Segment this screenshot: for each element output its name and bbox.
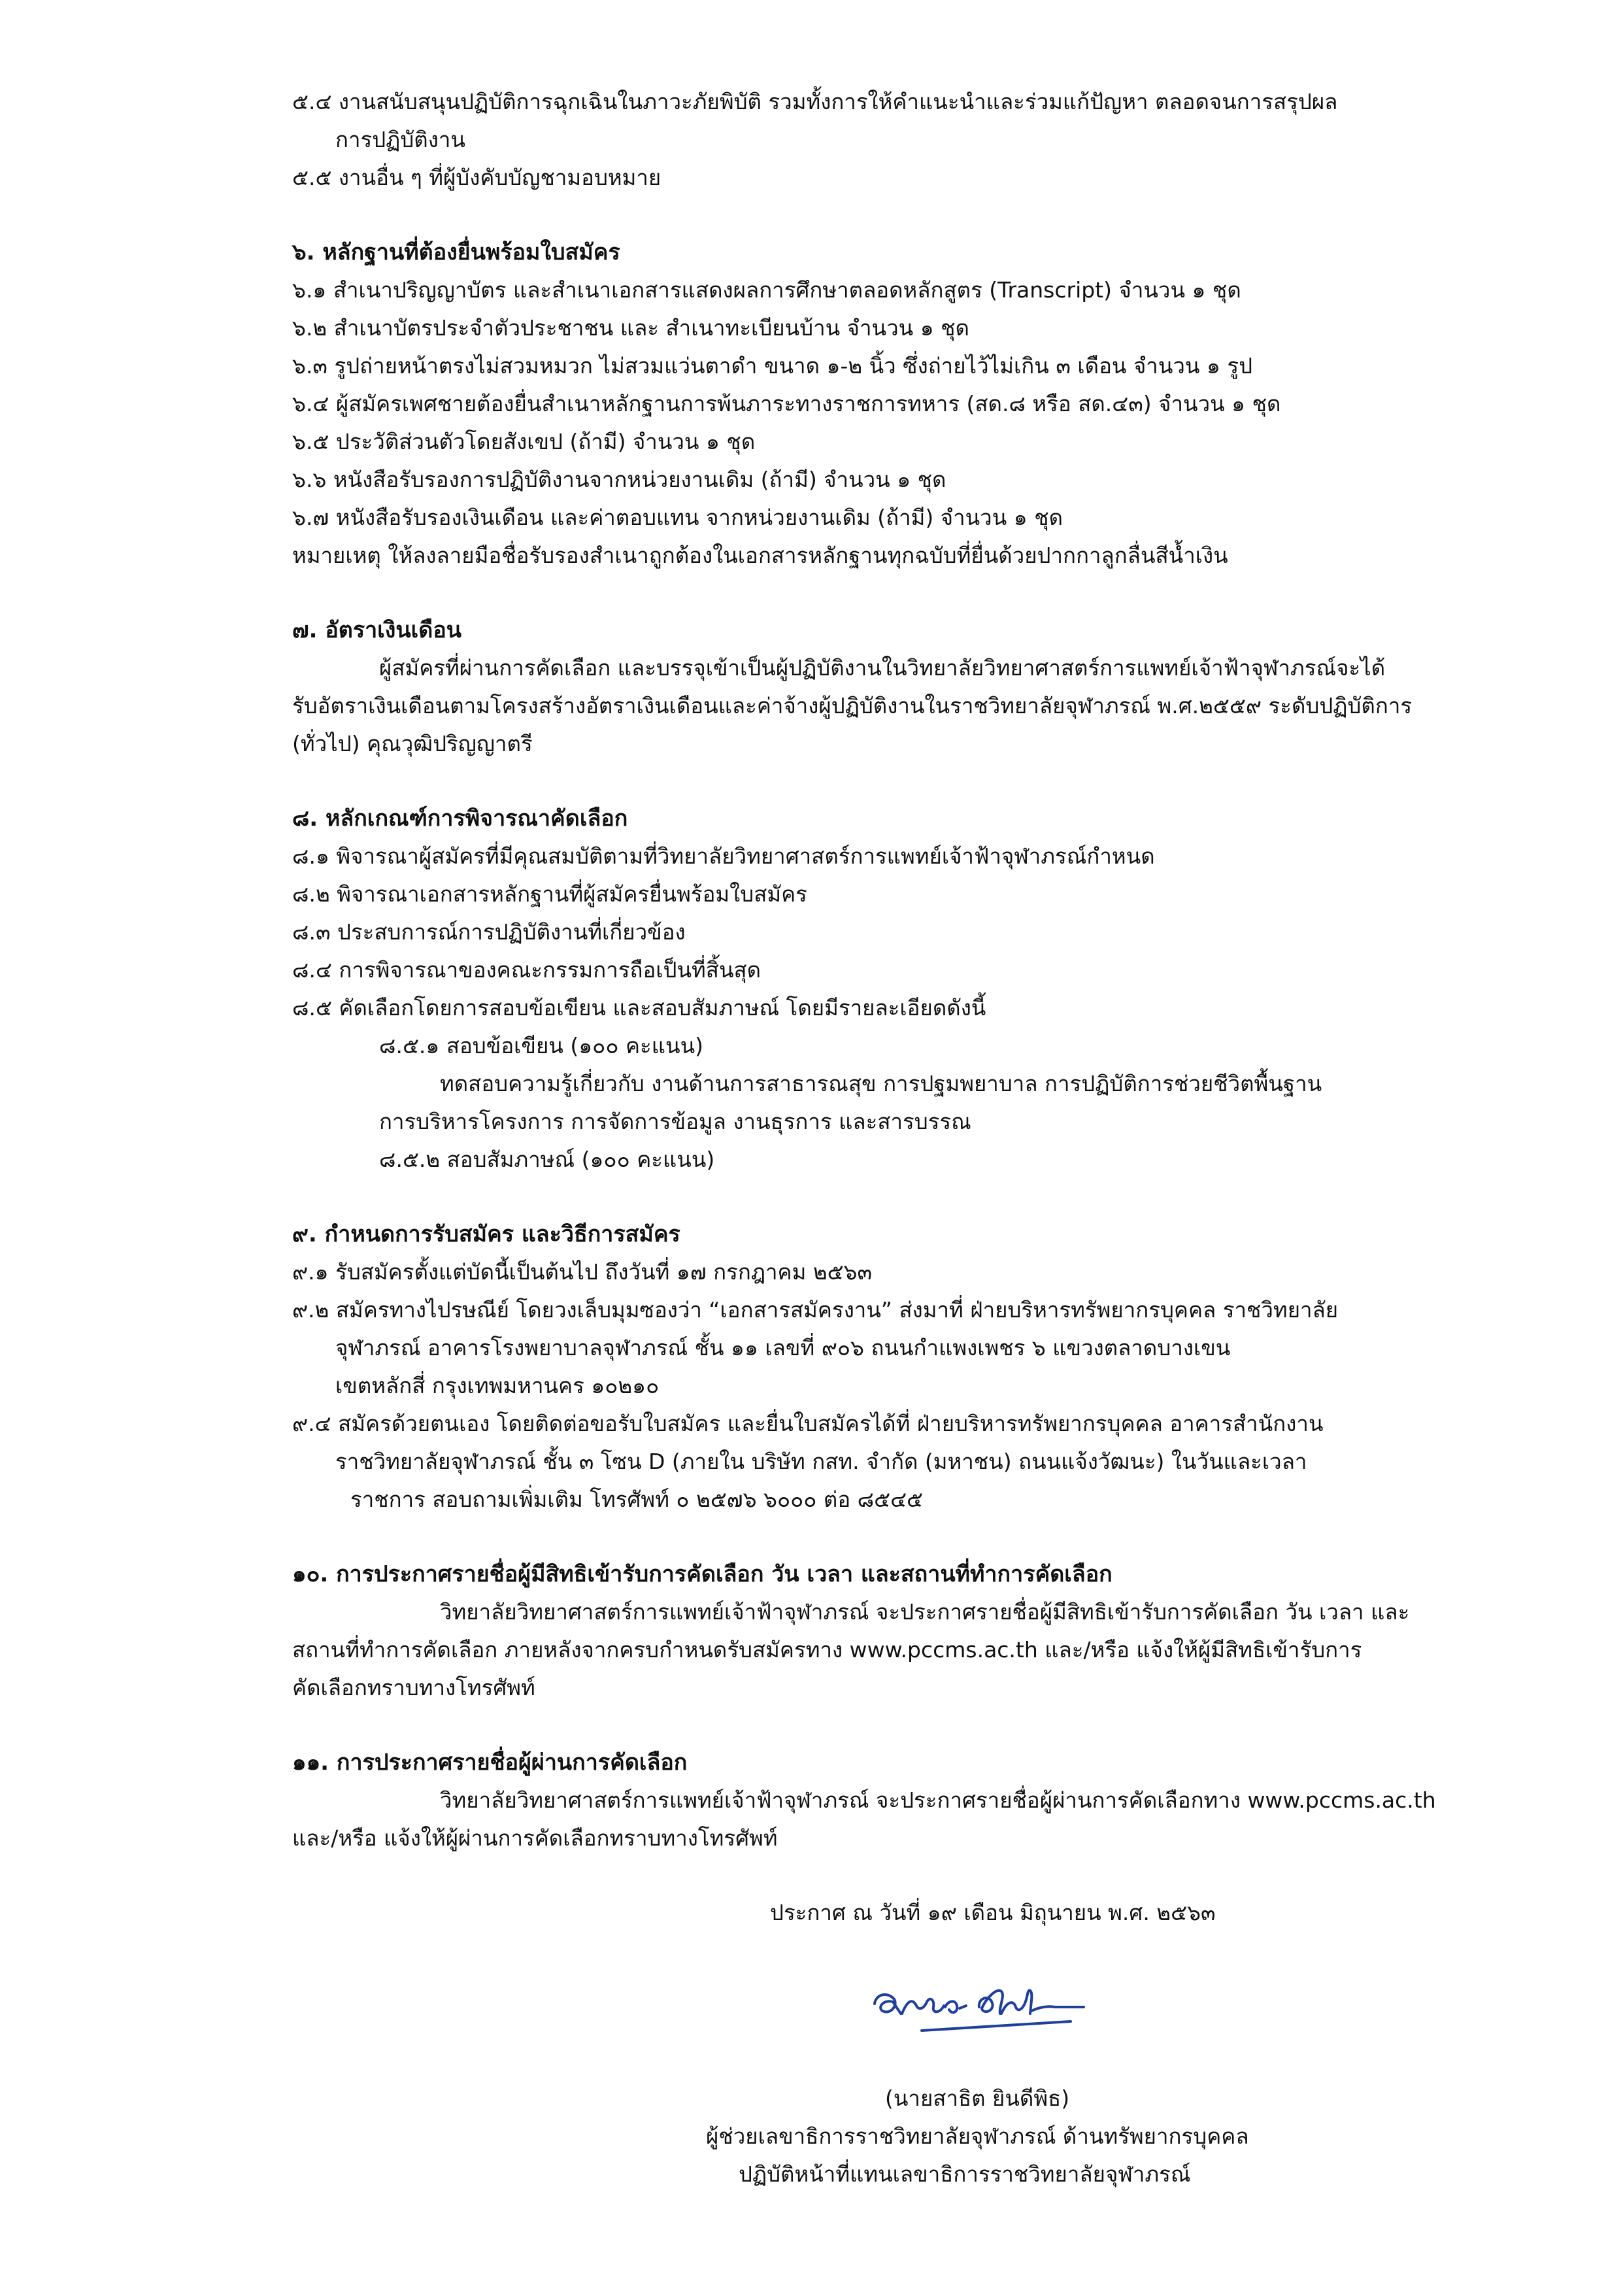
section-9-heading: ๙. กำหนดการรับสมัคร และวิธีการสมัคร	[292, 1221, 680, 1247]
item-9-4-cont1: ราชวิทยาลัยจุฬาภรณ์ ชั้น ๓ โซน D (ภายใน บริษัท กสท. จำกัด (มหาชน) ถนนแจ้งวัฒนะ) ในวันและเวลา	[335, 1449, 1307, 1474]
section-11-heading: ๑๑. การประกาศรายชื่อผู้ผ่านการคัดเลือก	[292, 1749, 688, 1776]
item-9-4-cont2: ราชการ สอบถามเพิ่มเติม โทรศัพท์ ๐ ๒๕๗๖ ๖๐๐๐ ต่อ ๘๕๔๕	[350, 1487, 924, 1512]
item-5-4-cont: การปฏิบัติงาน	[335, 127, 465, 152]
item-6-4: ๖.๔ ผู้สมัครเพศชายต้องยื่นสำเนาหลักฐานการพ้นภาระทางราชการทหาร (สด.๘ หรือ สด.๔๓) จำนวน ๑ ชุด	[292, 391, 1281, 416]
item-8-5-2: ๘.๕.๒ สอบสัมภาษณ์ (๑๐๐ คะแนน)	[379, 1147, 715, 1172]
section-6-note: หมายเหตุ ให้ลงลายมือชื่อรับรองสำเนาถูกต้องในเอกสารหลักฐานทุกฉบับที่ยื่นด้วยปากกาลูกลื่นสีน้ำเงิน	[292, 543, 1228, 568]
item-9-2: ๙.๒ สมัครทางไปรษณีย์ โดยวงเล็บมุมซองว่า “เอกสารสมัครงาน” ส่งมาที่ ฝ่ายบริหารทรัพยากรบุคคล ราชวิทยาลัย	[292, 1297, 1339, 1323]
signatory-position-line1: ผู้ช่วยเลขาธิการราชวิทยาลัยจุฬาภรณ์ ด้านทรัพยากรบุคคล	[706, 2123, 1249, 2149]
signatory-position-line2: ปฏิบัติหน้าที่แทนเลขาธิการราชวิทยาลัยจุฬาภรณ์	[739, 2161, 1191, 2187]
section-10-para-line1: วิทยาลัยวิทยาศาสตร์การแพทย์เจ้าฟ้าจุฬาภรณ์ จะประกาศรายชื่อผู้มีสิทธิเข้ารับการคัดเลือก วัน เวลา และ	[440, 1599, 1410, 1625]
item-6-2: ๖.๒ สำเนาบัตรประจำตัวประชาชน และ สำเนาทะเบียนบ้าน จำนวน ๑ ชุด	[292, 315, 969, 341]
section-6-heading: ๖. หลักฐานที่ต้องยื่นพร้อมใบสมัคร	[292, 239, 620, 265]
item-5-4: ๕.๔ งานสนับสนุนปฏิบัติการฉุกเฉินในภาวะภัยพิบัติ รวมทั้งการให้คำแนะนำและร่วมแก้ปัญหา ตลอดจนการสรุปผล	[292, 89, 1338, 114]
item-6-6: ๖.๖ หนังสือรับรองการปฏิบัติงานจากหน่วยงานเดิม (ถ้ามี) จำนวน ๑ ชุด	[292, 467, 946, 492]
section-10-para-line3: คัดเลือกทราบทางโทรศัพท์	[292, 1675, 535, 1700]
signatory-name: (นายสาธิต ยินดีพิธ)	[885, 2085, 1070, 2111]
item-8-4: ๘.๔ การพิจารณาของคณะกรรมการถือเป็นที่สิ้นสุด	[292, 957, 761, 983]
item-8-5-1-desc-cont: การบริหารโครงการ การจัดการข้อมูล งานธุรการ และสารบรรณ	[379, 1109, 971, 1134]
section-7-para-line1: ผู้สมัครที่ผ่านการคัดเลือก และบรรจุเข้าเป็นผู้ปฏิบัติงานในวิทยาลัยวิทยาศาสตร์การแพทย์เจ้าฟ้าจุฬาภรณ์จะได้	[379, 655, 1386, 681]
item-8-1: ๘.๑ พิจารณาผู้สมัครที่มีคุณสมบัติตามที่วิทยาลัยวิทยาศาสตร์การแพทย์เจ้าฟ้าจุฬาภรณ์กำหนด	[292, 843, 1155, 869]
section-7-para-line2: รับอัตราเงินเดือนตามโครงสร้างอัตราเงินเดือนและค่าจ้างผู้ปฏิบัติงานในราชวิทยาลัยจุฬาภรณ์ พ.ศ.๒๕๕๙ ระดับปฏิบัติการ	[292, 693, 1413, 718]
item-5-5: ๕.๕ งานอื่น ๆ ที่ผู้บังคับบัญชามอบหมาย	[292, 165, 661, 190]
item-8-5-1-desc: ทดสอบความรู้เกี่ยวกับ งานด้านการสาธารณสุข การปฐมพยาบาล การปฏิบัติการช่วยชีวิตพื้นฐาน	[440, 1071, 1322, 1096]
item-6-3: ๖.๓ รูปถ่ายหน้าตรงไม่สวมหมวก ไม่สวมแว่นตาดำ ขนาด ๑-๒ นิ้ว ซึ่งถ่ายไว้ไม่เกิน ๓ เดือน จำนวน ๑ รูป	[292, 353, 1253, 379]
section-7-heading: ๗. อัตราเงินเดือน	[292, 617, 462, 643]
item-6-7: ๖.๗ หนังสือรับรองเงินเดือน และค่าตอบแทน จากหน่วยงานเดิม (ถ้ามี) จำนวน ๑ ชุด	[292, 505, 1063, 530]
item-8-5-1: ๘.๕.๑ สอบข้อเขียน (๑๐๐ คะแนน)	[379, 1033, 704, 1058]
section-10-para-line2: สถานที่ทำการคัดเลือก ภายหลังจากครบกำหนดรับสมัครทาง www.pccms.ac.th และ/หรือ แจ้งให้ผู้มีสิทธิเข้ารับการ	[292, 1637, 1362, 1663]
handwritten-signature	[862, 1968, 1097, 2040]
section-11-para-line2: และ/หรือ แจ้งให้ผู้ผ่านการคัดเลือกทราบทางโทรศัพท์	[292, 1825, 778, 1851]
item-9-2-cont1: จุฬาภรณ์ อาคารโรงพยาบาลจุฬาภรณ์ ชั้น ๑๑ เลขที่ ๙๐๖ ถนนกำแพงเพชร ๖ แขวงตลาดบางเขน	[335, 1335, 1231, 1360]
item-6-5: ๖.๕ ประวัติส่วนตัวโดยสังเขป (ถ้ามี) จำนวน ๑ ชุด	[292, 429, 756, 454]
item-6-1: ๖.๑ สำเนาปริญญาบัตร และสำเนาเอกสารแสดงผลการศึกษาตลอดหลักสูตร (Transcript) จำนวน ๑ ชุด	[292, 277, 1241, 303]
item-9-2-cont2: เขตหลักสี่ กรุงเทพมหานคร ๑๐๒๑๐	[335, 1373, 660, 1398]
item-8-5: ๘.๕ คัดเลือกโดยการสอบข้อเขียน และสอบสัมภาษณ์ โดยมีรายละเอียดดังนี้	[292, 995, 986, 1021]
section-8-heading: ๘. หลักเกณฑ์การพิจารณาคัดเลือก	[292, 805, 628, 832]
item-9-4: ๙.๔ สมัครด้วยตนเอง โดยติดต่อขอรับใบสมัคร และยื่นใบสมัครได้ที่ ฝ่ายบริหารทรัพยากรบุคคล อาคารสำนักงาน	[292, 1411, 1324, 1436]
item-8-2: ๘.๒ พิจารณาเอกสารหลักฐานที่ผู้สมัครยื่นพร้อมใบสมัคร	[292, 881, 807, 907]
announcement-date: ประกาศ ณ วันที่ ๑๙ เดือน มิถุนายน พ.ศ. ๒๕๖๓	[770, 1900, 1216, 1925]
section-7-para-line3: (ทั่วไป) คุณวุฒิปริญญาตรี	[292, 731, 533, 756]
item-8-3: ๘.๓ ประสบการณ์การปฏิบัติงานที่เกี่ยวข้อง	[292, 919, 686, 945]
item-9-1: ๙.๑ รับสมัครตั้งแต่บัดนี้เป็นต้นไป ถึงวันที่ ๑๗ กรกฎาคม ๒๕๖๓	[292, 1259, 873, 1285]
section-10-heading: ๑๐. การประกาศรายชื่อผู้มีสิทธิเข้ารับการคัดเลือก วัน เวลา และสถานที่ทำการคัดเลือก	[292, 1561, 1113, 1587]
section-11-para-line1: วิทยาลัยวิทยาศาสตร์การแพทย์เจ้าฟ้าจุฬาภรณ์ จะประกาศรายชื่อผู้ผ่านการคัดเลือกทาง www.pccms.ac.th	[440, 1787, 1436, 1813]
